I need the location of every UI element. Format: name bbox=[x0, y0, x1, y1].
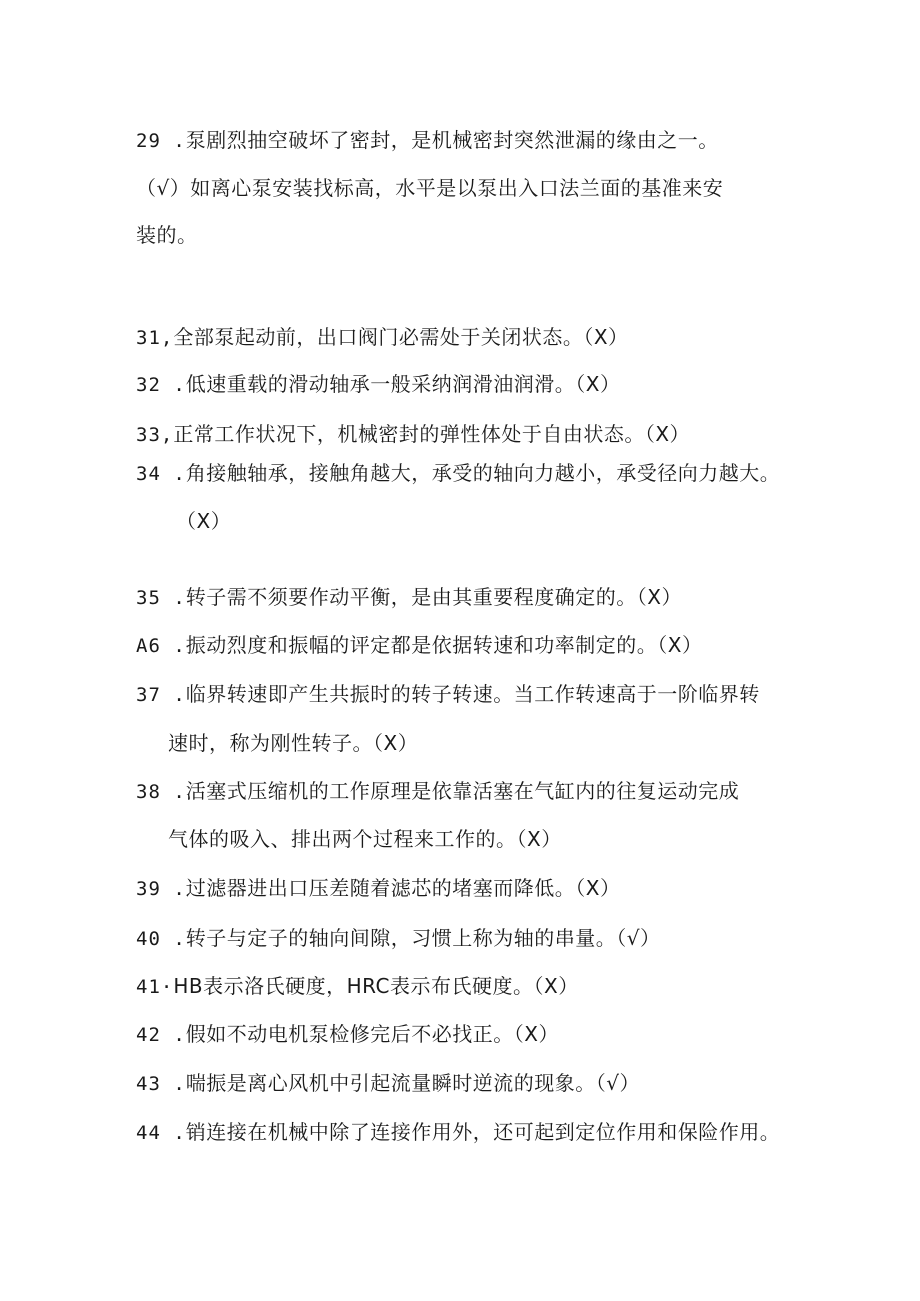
item-29 bbox=[136, 126, 719, 155]
item-35 bbox=[136, 583, 682, 612]
item-text: 气体的吸入、排出两个过程来工作的。（X） bbox=[168, 827, 562, 851]
item-number: 37 . bbox=[136, 684, 186, 706]
item-text: 装的。 bbox=[136, 223, 198, 247]
item-30 bbox=[136, 174, 723, 202]
item-43 bbox=[136, 1069, 640, 1098]
item-text: （X） bbox=[176, 509, 232, 533]
item-text: 假如不动电机泵检修完后不必找正。（X） bbox=[185, 1022, 559, 1046]
item-number: 39 . bbox=[136, 878, 186, 900]
item-text: 全部泵起动前，出口阀门必需处于关闭状态。（X） bbox=[173, 325, 629, 349]
item-40 bbox=[136, 924, 661, 953]
item-38 bbox=[136, 777, 739, 806]
item-text: 转子与定子的轴向间隙，习惯上称为轴的串量。（√） bbox=[185, 926, 661, 950]
item-text: 临界转速即产生共振时的转子转速。当工作转速高于一阶临界转 bbox=[185, 682, 760, 706]
item-36 bbox=[136, 631, 702, 660]
item-text: （√）如离心泵安装找标高，水平是以泵出入口法兰面的基准来安 bbox=[136, 176, 724, 200]
item-text: 泵剧烈抽空破坏了密封，是机械密封突然泄漏的缘由之一。 bbox=[185, 128, 719, 152]
item-37-continuation bbox=[168, 729, 418, 757]
item-42 bbox=[136, 1020, 559, 1049]
item-30-continuation bbox=[136, 221, 198, 249]
item-text: 销连接在机械中除了连接作用外，还可起到定位作用和保险作用。 bbox=[185, 1120, 781, 1144]
item-text: 喘振是离心风机中引起流量瞬时逆流的现象。（√） bbox=[185, 1071, 641, 1095]
item-text: 正常工作状况下，机械密封的弹性体处于自由状态。（X） bbox=[173, 422, 691, 446]
item-38-continuation bbox=[168, 825, 562, 853]
item-text: 振动烈度和振幅的评定都是依据转速和功率制定的。（X） bbox=[185, 633, 703, 657]
item-text: 转子需不须要作动平衡，是由其重要程度确定的。（X） bbox=[185, 585, 682, 609]
item-number: 32 . bbox=[136, 374, 186, 396]
item-number: 41· bbox=[136, 976, 174, 998]
item-text: HB表示洛氏硬度，HRC表示布氏硬度。（X） bbox=[173, 974, 579, 998]
item-31 bbox=[136, 323, 629, 352]
item-number: 38 . bbox=[136, 781, 186, 803]
item-number: 44 . bbox=[136, 1122, 186, 1144]
item-number: A6 . bbox=[136, 635, 186, 657]
item-text: 角接触轴承，接触角越大，承受的轴向力越小，承受径向力越大。 bbox=[185, 461, 781, 485]
item-33 bbox=[136, 420, 690, 449]
item-32 bbox=[136, 370, 620, 399]
item-text: 活塞式压缩机的工作原理是依靠活塞在气缸内的往复运动完成 bbox=[185, 779, 740, 803]
item-34-continuation bbox=[176, 507, 231, 535]
item-39 bbox=[136, 874, 620, 903]
item-41 bbox=[136, 972, 579, 1001]
item-text: 低速重载的滑动轴承一般采纳润滑油润滑。（X） bbox=[185, 372, 621, 396]
item-number: 40 . bbox=[136, 928, 186, 950]
item-34 bbox=[136, 459, 780, 488]
item-number: 31, bbox=[136, 327, 174, 349]
item-number: 34 . bbox=[136, 463, 186, 485]
item-number: 42 . bbox=[136, 1024, 186, 1046]
item-number: 29 . bbox=[136, 130, 186, 152]
item-number: 43 . bbox=[136, 1073, 186, 1095]
item-number: 35 . bbox=[136, 587, 186, 609]
item-44 bbox=[136, 1118, 780, 1147]
item-number: 33, bbox=[136, 424, 174, 446]
item-text: 过滤器进出口压差随着滤芯的堵塞而降低。（X） bbox=[185, 876, 621, 900]
item-37 bbox=[136, 680, 760, 709]
item-text: 速时，称为刚性转子。（X） bbox=[168, 731, 419, 755]
